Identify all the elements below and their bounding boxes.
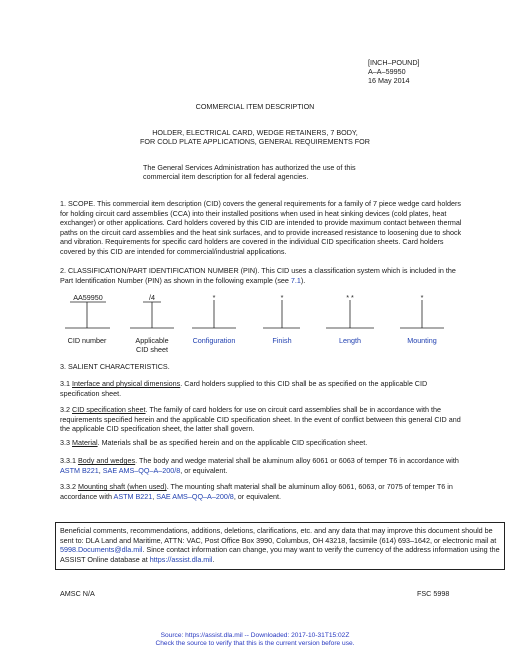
astm-b221-link[interactable]: ASTM B221 [60, 465, 99, 475]
astm-b221-link-2[interactable]: ASTM B221 [113, 491, 153, 501]
pin-label-finish-link[interactable]: Finish [272, 336, 292, 345]
doc-class-label: [INCH–POUND] [368, 58, 420, 67]
pin-length-value: * * [346, 293, 354, 302]
doc-title-line2: FOR COLD PLATE APPLICATIONS, GENERAL REQUIREMENTS FOR [140, 137, 370, 146]
footer-verify-note: Check the source to verify that this is the current version before use. [155, 640, 355, 647]
footer-source: Source: https://assist.dla.mil -- Downloaded: 2017-10-31T15:02Z [160, 632, 350, 639]
pin-label-applicable: Applicable [135, 336, 169, 345]
pin-cid-number-value: AA59950 [73, 293, 103, 302]
email-link[interactable]: 5998.Documents@dla.mil [60, 545, 143, 555]
doc-type-heading: COMMERCIAL ITEM DESCRIPTION [195, 102, 315, 111]
section-3-3: 3.3 Material. Materials shall be as specified herein and on the applicable CID specification sheet. [60, 438, 368, 447]
pin-label-configuration-link[interactable]: Configuration [192, 336, 236, 345]
pin-cid-sheet-value: /4 [149, 293, 155, 302]
sae-ams-link-2[interactable]: SAE AMS–QQ–A–200/8 [156, 491, 234, 501]
pin-label-mounting-link[interactable]: Mounting [407, 336, 437, 345]
section-3-1: 3.1 Interface and physical dimensions. Card holders supplied to this CID shall be as specified on the applicable CID specification sheet. [60, 379, 428, 398]
pin-finish-value: * [280, 293, 284, 302]
section-3-3-1: 3.3.1 Body and wedges. The body and wedge material shall be aluminum alloy 6061 or 6063 of temper T6 in accordance with ASTM B221, SAE AMS–QQ–A–200/8, or equivalent. [60, 456, 459, 475]
section-3-3-1-title: Body and wedges [77, 456, 136, 465]
section-3-2: 3.2 CID specification sheet. The family of card holders for use on circuit card assemblies shall be in accordance with the requirements specified herein and the applicable CID specification sheet. In the event of conflict between this general CID and the applicable CID specification sheet, the latter shall govern. [60, 405, 461, 434]
salient-heading: 3. SALIENT CHARACTERISTICS. [60, 362, 170, 371]
section-ref-link[interactable]: 7.1 [290, 275, 301, 285]
doc-title-line1: HOLDER, ELECTRICAL CARD, WEDGE RETAINERS, 7 BODY, [152, 128, 358, 137]
authorization-line2: commercial item description for all federal agencies. [143, 172, 309, 181]
doc-date: 16 May 2014 [368, 76, 410, 85]
authorization-line1: The General Services Administration has authorized the use of this [143, 163, 356, 172]
section-3-1-title: Interface and physical dimensions [72, 379, 181, 388]
fsc-code: FSC 5998 [417, 589, 450, 598]
comments-box [55, 522, 505, 570]
pin-mounting-value: * [420, 293, 424, 302]
classification-text: 2. CLASSIFICATION/PART IDENTIFICATION NUMBER (PIN). This CID uses a classification system which is included in the Part Identification Number (PIN) as shown in the following example (see [60, 266, 456, 285]
pin-configuration-value: * [212, 293, 216, 302]
section-3-3-2: 3.3.2 Mounting shaft (when used). The mounting shaft material shall be aluminum alloy 6061, 6063, or 7075 of temper T6 in accordance with ASTM B221, SAE AMS–QQ–A–200/8, or equivalent. [60, 482, 453, 501]
pin-label-length-link[interactable]: Length [339, 336, 361, 345]
scope-text: This commercial item description (CID) covers the general requirements for a family of 7 piece wedge card holders for holding circuit card assemblies (CCA) into their installed positions when used in heat sinking devices (cold plates, heat exchanger) or other applications. Card holders covered by this CID are intended to provide maximum contact between thermal paths on the circuit card assemblies and the heat sink surfaces, and to provide increased resistance to loosening due to shock and vibration. Requirements for specific card holders are covered in the individual CID specification sheets. Card holders covered by this CID are intended for commercial/industrial applications. [60, 199, 462, 256]
section-3-2-title: CID specification sheet [72, 405, 146, 414]
section-3-3-2-title: Mounting shaft (when used) [77, 482, 167, 491]
classification-paragraph: 2. CLASSIFICATION/PART IDENTIFICATION NUMBER (PIN). This CID uses a classification system which is included in the Part Identification Number (PIN) as shown in the following example (see 7.1). [60, 266, 456, 285]
amsc-code: AMSC N/A [60, 589, 95, 598]
assist-url-link[interactable]: https://assist.dla.mil [149, 554, 213, 564]
pin-label-cid-number: CID number [67, 336, 107, 345]
pin-label-cid-sheet: CID sheet [136, 345, 168, 354]
scope-heading: 1. SCOPE. [60, 199, 96, 208]
sae-ams-link[interactable]: SAE AMS–QQ–A–200/8 [102, 465, 181, 475]
comments-text: Beneficial comments, recommendations, additions, deletions, clarifications, etc. and any data that may improve this document should be sent to: DLA Land and Maritime, ATTN: VAC, Post Office Box 3990, Columbus, OH 43218, facsimile (614) 693–1642, or electronic mail at 5998.Documents@dla.mil. Since contact information can change, you may want to verify the currency of the address information using the ASSIST Online database at https://assist.dla.mil. [60, 526, 500, 564]
section-3-3-title: Material [72, 438, 98, 447]
doc-number: A–A–59950 [368, 67, 406, 76]
